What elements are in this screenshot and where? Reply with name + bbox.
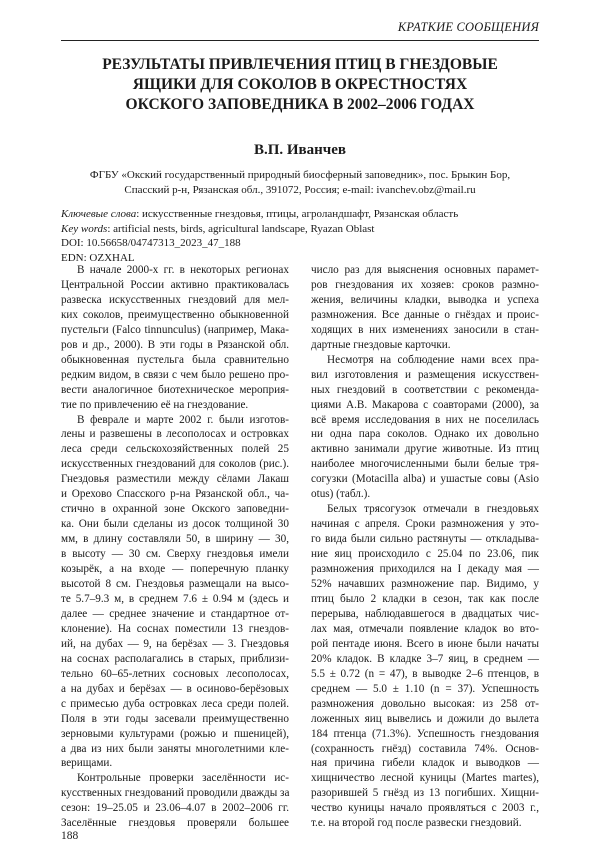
article-metadata [61, 207, 539, 265]
text-line: кусственных гнездований проводили дважды за [61, 787, 290, 800]
article-title [70, 55, 530, 115]
text-line: (сохранность гнёзд) составила 74%. Основ- [311, 742, 539, 755]
keywords-en-text: : artificial nests, birds, agricultural landscape, Ryazan Oblast [107, 222, 375, 235]
text-line: козырёк, а на входе — поперечную планку [61, 563, 289, 576]
text-line: Контрольные проверки заселённости ис- [77, 772, 289, 785]
text-line: ий, на дубах — 9, на берёзах — 3. Гнездовья [61, 637, 289, 650]
affiliation-line: ФГБУ «Окский государственный природный биосферный заповедник», пос. Брыкин Бор, [89, 169, 511, 181]
keywords-ru [61, 207, 539, 222]
keywords-en-label: Key words [61, 222, 108, 235]
text-line: 20% кладок. В кладке 3–7 яиц, в среднем — [311, 652, 539, 665]
text-line: циями А.В. Макарова с соавторами (2000), за [311, 398, 539, 411]
running-header: КРАТКИЕ СООБЩЕНИЯ [397, 20, 539, 34]
text-line: ких соколов, преимущественно обыкновенной [61, 308, 289, 321]
text-line: а на дубах и берёзах — в осиново-берёзовых [61, 682, 289, 695]
text-line: стично в охранной зоне Окского заповедни- [61, 503, 289, 516]
text-line: 184 птенца (71.3%). Успешность гнездования [311, 727, 539, 740]
title-line: ОКСКОГО ЗАПОВЕДНИКА В 2002–2006 ГОДАХ [125, 96, 475, 113]
text-line: В начале 2000-х гг. в некоторых регионах [77, 264, 289, 276]
text-line: жения, величины кладки, выводка и успеха [311, 293, 539, 306]
text-line: дартные гнездовые карточки. [311, 338, 451, 351]
text-line: а два из них были заняты многолетними кле- [61, 742, 289, 755]
text-line: го вида были сильно растянуты — откладыва- [311, 533, 539, 546]
text-line: наиболее многочисленными были белые тря- [311, 458, 539, 471]
text-line: с примесью дуба островках леса среди полей. [61, 697, 289, 710]
text-line: верищами. [61, 757, 113, 770]
text-line: обыкновенная пустельга была сравнительно [61, 353, 289, 366]
text-line: ходящих в них изменениях заносили в стан- [311, 323, 539, 336]
edn: EDN: OZXHAL [61, 251, 135, 264]
text-line: ных гнездовий в соответствии с рекоменда- [311, 383, 539, 396]
text-line: искусственных гнездований для соколов (рис.). [61, 458, 289, 471]
text-line: согузки (Motacilla alba) и ушастые совы (Asio [311, 473, 539, 486]
doi: DOI: 10.56658/04747313_2023_47_188 [61, 237, 241, 249]
text-line: леса среди сельскохозяйственных полей 25 [61, 443, 289, 456]
text-line: вил изготовления и размещения искусствен- [311, 368, 539, 381]
text-line: размножения. Все данные о гнёздах и проис- [311, 308, 539, 321]
text-line: ние яиц происходило с 25.04 по 23.06, пик [311, 548, 539, 561]
affiliation-line: Спасский р-н, Рязанская обл., 391072, Россия; e-mail: ivanchev.obz@mail.ru [124, 184, 476, 196]
text-line: хищничество лесной куницы (Martes martes), [311, 772, 539, 785]
body-column-right [311, 263, 539, 831]
title-line: ЯЩИКИ ДЛЯ СОКОЛОВ В ОКРЕСТНОСТЯХ [132, 76, 468, 93]
text-line: ров гнездования их хозяев: сроков размно- [311, 278, 539, 291]
header-rule [61, 40, 539, 41]
text-line: тельно 60–65-летних сосновых лесополосах, [61, 667, 289, 680]
text-line: число раз для выяснения основных парамет- [311, 264, 539, 276]
text-line: редким видом, в связи с чем было решено про- [61, 368, 289, 381]
text-line: высотой 8 см. Гнездовья размещали на высо- [61, 578, 289, 591]
text-line: Центральной России активно практиковалась [61, 278, 289, 291]
text-line: т.е. на второй год после развески гнездовий. [311, 817, 522, 830]
text-line: разорившей 5 гнёзд из 13 погибших. Хищни- [311, 787, 539, 800]
author-affiliation [61, 168, 539, 198]
text-line: птиц было 2 кладки в сезон, так как после [311, 592, 539, 605]
text-line: на соснах располагались в старых, приблизи- [61, 652, 289, 665]
text-line: пустельги (Falco tinnunculus) (например, Мака- [61, 323, 289, 336]
text-line: ная причина гибели кладок и выводков — [311, 757, 539, 770]
text-line: Заселённые гнездовья проверяли большее [61, 817, 289, 830]
page-number: 188 [61, 830, 79, 842]
text-line: чество куницы начало проявляться с 2003 г., [311, 802, 539, 815]
text-line: В феврале и марте 2002 г. были изготов- [77, 413, 289, 426]
text-line: активно занимали другие животные. Из птиц [311, 443, 539, 456]
text-line: сезон: 19–25.05 и 23.06–4.07 в 2002–2006 гг. [61, 802, 289, 815]
text-line: 5.5 ± 0.72 (n = 47), в выводке 2–6 птенцов, в [311, 667, 539, 680]
title-line: РЕЗУЛЬТАТЫ ПРИВЛЕЧЕНИЯ ПТИЦ В ГНЕЗДОВЫЕ [102, 56, 498, 73]
text-line: ка. Они были сделаны из досок толщиной 30 [61, 518, 289, 531]
text-line: otus) (табл.). [311, 488, 371, 501]
text-line: ни одна пара соколов. Однако их довольно [311, 428, 539, 441]
body-column-left [61, 263, 289, 831]
text-line: те 5.7–9.3 м, в среднем 7.6 ± 0.94 м (здесь и [61, 592, 289, 605]
text-line: и Орехово Спасского р-на Рязанской обл., ча- [61, 488, 289, 501]
text-line: лены и развешены в лесополосах и островках [61, 428, 289, 441]
text-line: начиная с апреля. Сроки размножения у это- [311, 518, 539, 531]
text-line: всё время исследования в них не поселилась [311, 413, 539, 426]
text-line: Несмотря на соблюдение нами всех пра- [327, 353, 539, 366]
text-line: перерыва, наблюдавшегося в двадцатых чис- [311, 607, 539, 620]
text-line: Гнездовья разместили между сёлами Лакаш [61, 473, 289, 486]
text-line: среднем — 5.0 ± 1.10 (n = 37). Успешность [311, 682, 539, 695]
text-line: размножения приходился на I декаду мая — [311, 563, 539, 576]
text-line: развеска искусственных гнездовий для мел- [61, 293, 289, 306]
keywords-ru-label: Ключевые слова [61, 208, 137, 220]
text-line: далее — среднее значение и стандартное от- [61, 607, 289, 620]
text-line: рой пентаде июня. Всего в июне были начаты [311, 637, 539, 650]
text-line: лах мая, отмечали появление кладок во вто- [311, 622, 539, 635]
text-line: Поля в эти годы засевали преимущественно [61, 712, 289, 725]
text-line: размножения довольно высокая: из 258 от- [311, 697, 539, 710]
text-line: тие по привлечению её на гнездование. [61, 398, 249, 411]
text-line: ров и др., 2000). В эти годы в Рязанской обл. [61, 338, 289, 351]
text-line: вести аналогичное биотехническое мероприя- [61, 383, 289, 396]
text-line: мм, в длину составляли 50, в ширину — 30, [61, 533, 289, 546]
text-line: ложенных яиц вывелись и дожили до вылета [311, 712, 539, 725]
author-name: В.П. Иванчев [253, 142, 347, 158]
keywords-ru-text: : искусственные гнездовья, птицы, агроландшафт, Рязанская область [136, 208, 459, 220]
text-line: в высоту — 30 см. Сверху гнездовья имели [61, 548, 289, 561]
text-line: зерновыми культурами (рожью и пшеницей), [61, 727, 289, 740]
keywords-en [61, 222, 539, 237]
text-line: Белых трясогузок отмечали в гнездовьях [327, 503, 539, 516]
text-line: 52% начавших размножение пар. Видимо, у [311, 578, 539, 591]
text-line: клонение). На соснах поместили 13 гнездов- [61, 622, 289, 635]
